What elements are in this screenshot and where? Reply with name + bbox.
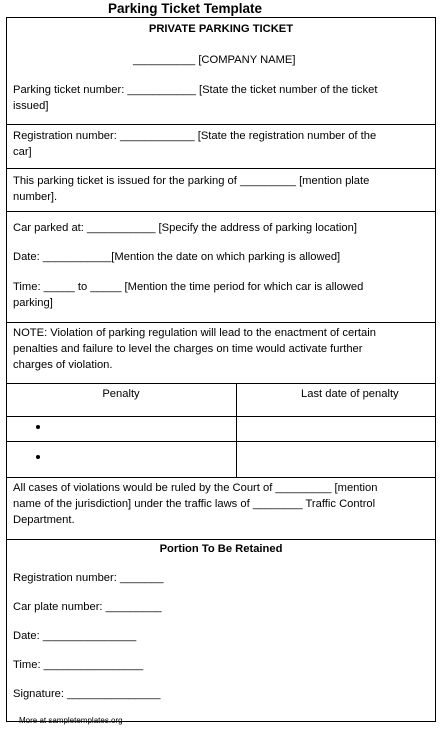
car-parked-line: Car parked at: ___________ [Specify the address of parking location] — [13, 222, 357, 234]
registration-line-cont: car] — [13, 146, 32, 158]
divider — [6, 539, 436, 540]
issued-for-line-cont: number]. — [13, 191, 58, 203]
issued-for-line: This parking ticket is issued for the parking of _________ [mention plate — [13, 175, 370, 187]
ticket-heading: PRIVATE PARKING TICKET — [148, 23, 294, 35]
court-line-3: Department. — [13, 514, 75, 526]
bullet-icon — [36, 455, 40, 459]
retained-registration: Registration number: _______ — [13, 572, 164, 584]
time-line-cont: parking] — [13, 297, 53, 309]
note-line-1: NOTE: Violation of parking regulation will lead to the enactment of certain — [13, 327, 376, 339]
last-date-column-header: Last date of penalty — [301, 388, 399, 400]
table-top-border — [6, 383, 436, 384]
retained-plate: Car plate number: _________ — [13, 601, 162, 613]
divider — [6, 168, 436, 169]
court-line-1: All cases of violations would be ruled by the Court of _________ [mention — [13, 482, 378, 494]
retained-date: Date: _______________ — [13, 630, 137, 642]
time-line: Time: _____ to _____ [Mention the time period for which car is allowed — [13, 281, 364, 293]
divider — [6, 124, 436, 125]
retained-signature: Signature: _______________ — [13, 688, 161, 700]
penalty-column-header: Penalty — [102, 388, 140, 400]
date-line: Date: ___________[Mention the date on which parking is allowed] — [13, 251, 341, 263]
ticket-number-line: Parking ticket number: ___________ [State the ticket number of the ticket — [13, 84, 378, 96]
table-row-border — [6, 416, 436, 417]
footer-credit: More at sampletemplates.org — [19, 716, 123, 725]
divider — [6, 211, 436, 212]
retained-heading: Portion To Be Retained — [159, 543, 283, 555]
note-line-2: penalties and failure to level the charges on time would activate further — [13, 343, 363, 355]
ticket-number-line-cont: issued] — [13, 100, 49, 112]
divider — [6, 322, 436, 323]
retained-time: Time: ________________ — [13, 659, 144, 671]
registration-line: Registration number: ____________ [State the registration number of the — [13, 130, 377, 142]
table-column-divider — [236, 383, 237, 477]
page-title: Parking Ticket Template — [107, 1, 263, 16]
court-line-2: name of the jurisdiction] under the traffic laws of ________ Traffic Control — [13, 498, 376, 510]
bullet-icon — [36, 425, 40, 429]
table-row-border — [6, 441, 436, 442]
note-line-3: charges of violation. — [13, 359, 113, 371]
table-bottom-border — [6, 477, 436, 478]
company-name-line: __________ [COMPANY NAME] — [133, 54, 296, 66]
